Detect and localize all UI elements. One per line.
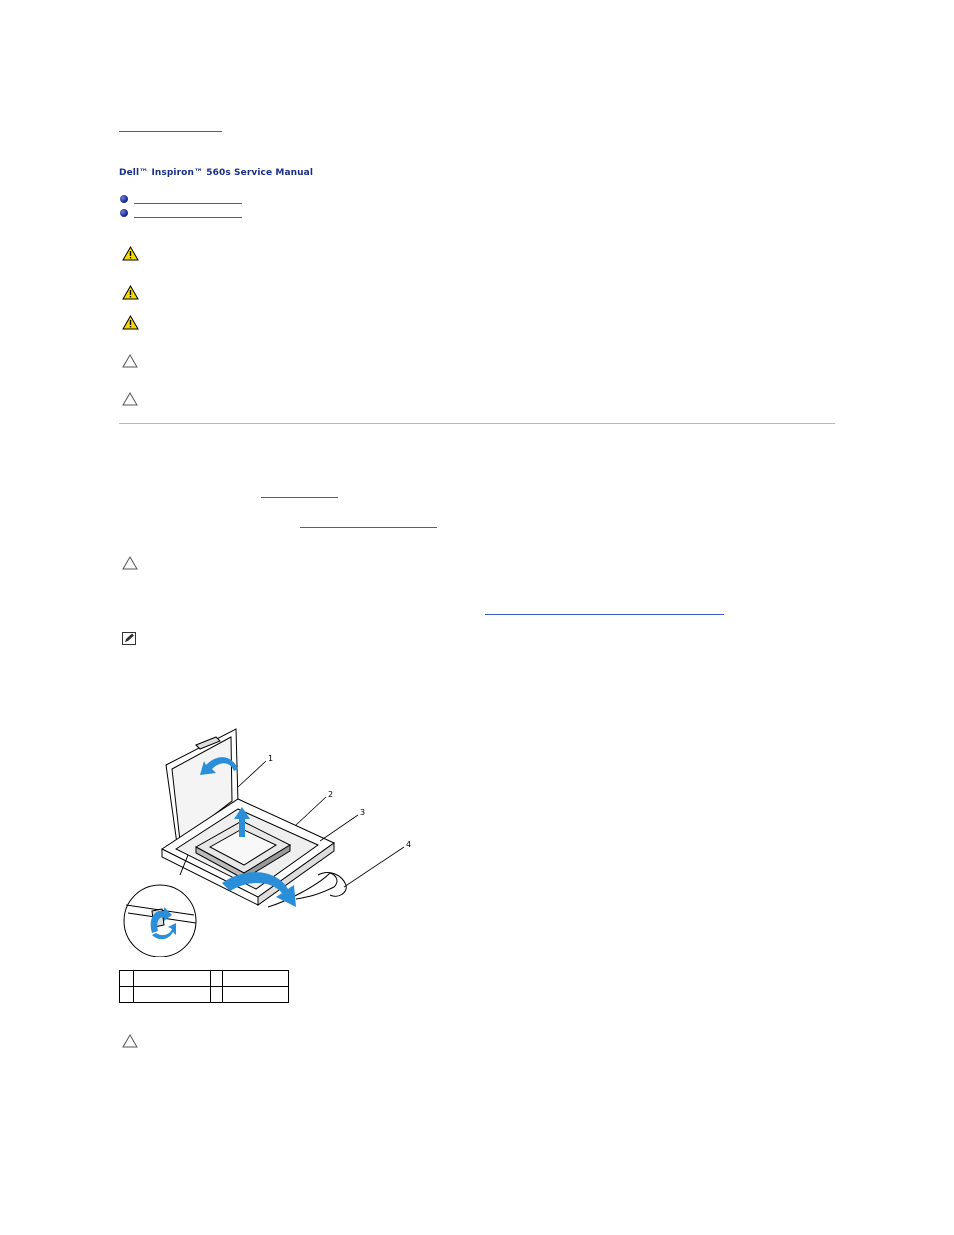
back-link[interactable] (119, 131, 222, 132)
note-icon (122, 632, 136, 645)
warning-icon (122, 246, 139, 261)
caution-icon (122, 1034, 138, 1048)
table-cell (134, 987, 211, 1003)
callout-3: 3 (360, 808, 366, 817)
table-cell (223, 987, 289, 1003)
table-cell (120, 987, 134, 1003)
step-link-3[interactable] (485, 614, 724, 615)
section-divider (119, 423, 835, 424)
table-cell (211, 971, 223, 987)
caution-icon (122, 392, 138, 406)
table-cell (211, 987, 223, 1003)
step-link-2[interactable] (300, 527, 437, 528)
toc-link-1[interactable] (134, 203, 242, 204)
table-cell (223, 971, 289, 987)
warning-icon (122, 285, 139, 300)
parts-table (119, 970, 289, 1003)
page-title: Dell™ Inspiron™ 560s Service Manual (119, 168, 314, 178)
toc-bullet-icon-2 (120, 209, 128, 217)
warning-icon (122, 315, 139, 330)
table-row (120, 971, 289, 987)
caution-icon (122, 556, 138, 570)
table-row (120, 987, 289, 1003)
toc-link-2[interactable] (134, 217, 242, 218)
table-cell (134, 971, 211, 987)
callout-4: 4 (406, 840, 412, 849)
callout-1: 1 (268, 754, 274, 763)
processor-removal-figure (118, 725, 418, 957)
step-link-1[interactable] (261, 497, 338, 498)
callout-2: 2 (328, 790, 334, 799)
zoom-detail (124, 855, 196, 957)
table-cell (120, 971, 134, 987)
caution-icon (122, 354, 138, 368)
toc-bullet-icon-1 (120, 195, 128, 203)
